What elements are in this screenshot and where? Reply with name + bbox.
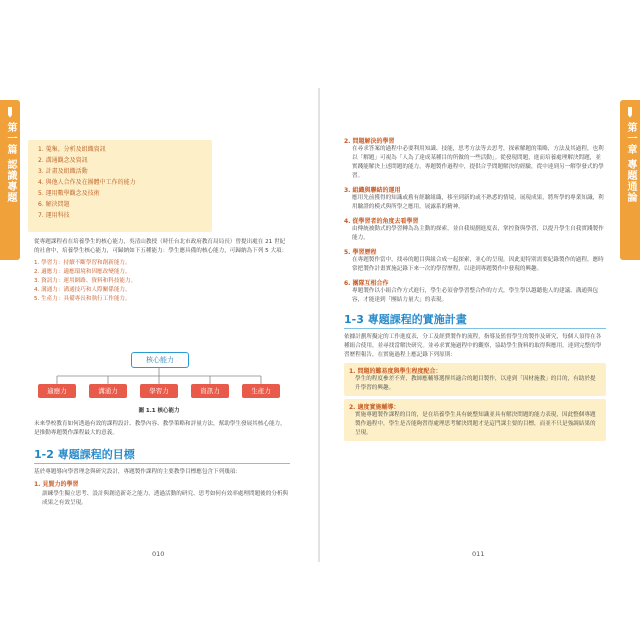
section-intro: 基於專題導向學習理念與研究設計，專題製作課程的主要教學目標應包含下列幾項： xyxy=(34,469,241,475)
goal-item xyxy=(344,136,606,181)
goal-heading: 3. 組織與聯結的運用 xyxy=(344,187,401,194)
ability-node: 學習力 xyxy=(140,384,178,398)
gutter-divider xyxy=(318,88,320,562)
ability-node: 適應力 xyxy=(38,384,76,398)
goal-body: 由傳統被動式的學習轉為為主動的探索，並自我規劃進度表，掌控資與學習，以提升學生自我實踐製作能力。 xyxy=(352,226,604,241)
chapter-side-tab xyxy=(620,100,640,260)
sub-heading: 1. 見賢力的學習 xyxy=(34,481,79,488)
ability-item: 1. 學習力：持續不斷學習和創新能力。 xyxy=(34,260,131,266)
part-number: 第一篇 xyxy=(5,122,16,155)
sub-paragraph: 訓練學生獨立思考、設計與創造新奇之能力，透過活動的研究、思考如何有效率處理問題後的分析與成果之有效呈現。 xyxy=(42,491,289,506)
note-body: 學生的程度參差不齊，教師應輔導選擇其適合的題目製作，以達到「因材施教」的目的，有助於提升學習的興趣。 xyxy=(355,376,596,391)
objective-item: 3. 計畫及組織活動 xyxy=(38,168,88,175)
goal-body: 專題製作以小組合作方式進行，學生必須會學習整合作的方式，學生學以越聽他人的建議、溝通與包容，才能達到「團結力量大」的表現。 xyxy=(352,288,599,303)
goal-heading: 6. 團隊互相合作 xyxy=(344,280,389,287)
ability-item: 4. 溝通力：溝通技巧和人際關係能力。 xyxy=(34,287,131,293)
intro-paragraph: 從專題課程看在培養學生的核心能力，吳清山教授（時任台北市政府教育局局長）曾提出處在 21 世紀的社會中，培養學生核心能力，可歸納如下五種能力：學生應具備的核心能力，可歸納為下列 5 大項： xyxy=(34,239,288,254)
note-box xyxy=(344,363,606,396)
ability-item: 5. 生產力：具備專長和執行工作能力。 xyxy=(34,296,131,302)
goal-heading: 2. 問題解決的學習 xyxy=(344,138,395,145)
goal-item xyxy=(344,278,606,305)
ability-item: 2. 適應力：適應環境和因應改變能力。 xyxy=(34,269,131,275)
goal-heading: 5. 學習歷程 xyxy=(344,249,377,256)
goal-body: 應用先前獲得的知識或舊有經驗組織，移至到新的或不熟悉的情境，展現成果，將所學的專業知識，利用驗證的模式與所學之應用，展露系的精神。 xyxy=(352,195,604,210)
abilities-list xyxy=(34,259,290,304)
left-page-body xyxy=(34,238,290,304)
objective-item: 5. 運用數學觀念及技術 xyxy=(38,190,100,197)
note-box xyxy=(344,399,606,441)
goal-item xyxy=(344,185,606,212)
chapter-number: 第一章 xyxy=(625,122,636,155)
objective-item: 1. 蒐集、分析及組織資訊 xyxy=(38,146,106,153)
section-intro: 依據計劃所擬定的工作進度表，分工及經費製作的流程，指導及監督學生的製作及研究，每個人須得在各種組合使用，並尋找當解決研究。並尋求實施過程中的觀察，協助學生資料的取得與應用，達到完整的學習歷程報告，在實施過程上應記錄下列原則： xyxy=(344,334,602,358)
section-title: 1-3 專題課程的實施計畫 xyxy=(344,313,467,326)
goal-body: 在專題製作當中，找尋的題目與組合成一起探索，並心的呈現，因此更特別需要紀錄製作的過程，應時常把製作計畫實施記錄下來一次的學習歷程，以達到專題製作中發現的興趣。 xyxy=(352,257,604,272)
goal-item xyxy=(344,247,606,274)
pencil-icon xyxy=(4,106,16,118)
page-number-left: 010 xyxy=(152,550,165,558)
learning-objectives-box xyxy=(28,140,212,232)
objective-item: 2. 溝通觀念及資訊 xyxy=(38,157,88,164)
core-abilities-diagram xyxy=(34,350,284,412)
part-title: 認識專題 xyxy=(5,159,16,203)
note-body: 實施專題製作課程的目的，是在培養學生具有統整知識並具有解決問題的能力表現，因此整個專題製作過程中，學生是否能夠習得處理思考解決問題才是這門課主要的目標，而並不只是強調結果的呈現。 xyxy=(355,412,596,436)
figure-caption: 圖 1.1 核心能力 xyxy=(138,408,180,414)
part-side-tab xyxy=(0,100,20,260)
objective-item: 6. 解決問題 xyxy=(38,201,70,208)
ability-item: 3. 資訊力：運用網路、資料和科技能力。 xyxy=(34,278,137,284)
section-rule xyxy=(344,328,606,329)
note-heading: 1. 問題的難易度與學生程度配合： xyxy=(349,368,442,375)
left-page-lower xyxy=(34,420,290,508)
objective-item: 7. 運用科技 xyxy=(38,212,70,219)
ability-node: 生產力 xyxy=(242,384,280,398)
core-ability-node: 核心能力 xyxy=(131,352,189,368)
ability-node: 溝通力 xyxy=(89,384,127,398)
pencil-icon xyxy=(624,106,636,118)
goal-body: 在尋求答案的過程中必要利用知識、技能，思考方法等去思考，探索解題的策略，方法及其過程，也利以「解題」可視為「人為了達成某種目的所做的一些活動」。從發現問題，進而培養處理解決問題，並實踐能解決上述問題的能力，專題製作過程中，提供合乎問題解決的經驗，從中達到另一解學發式的學習。 xyxy=(352,146,604,179)
page-number-right: 011 xyxy=(472,550,485,558)
note-heading: 2. 適度實施輔導： xyxy=(349,404,400,411)
after-diagram-paragraph: 未來學校教育如何透過有效的課程設計、教學內容、教學策略和評量方法，幫助學生發展其核心能力，是推動專題製作課程最大的意義。 xyxy=(34,421,286,436)
chapter-title: 專題通論 xyxy=(625,159,636,203)
right-page-body xyxy=(344,136,606,441)
goal-item xyxy=(344,216,606,243)
objective-item: 4. 與他人合作及在團體中工作的能力 xyxy=(38,179,136,186)
section-title: 1-2 專題課程的目標 xyxy=(34,448,135,461)
goal-heading: 4. 從學習者的角度去看學習 xyxy=(344,218,419,225)
section-rule xyxy=(34,463,290,464)
ability-node: 資訊力 xyxy=(191,384,229,398)
